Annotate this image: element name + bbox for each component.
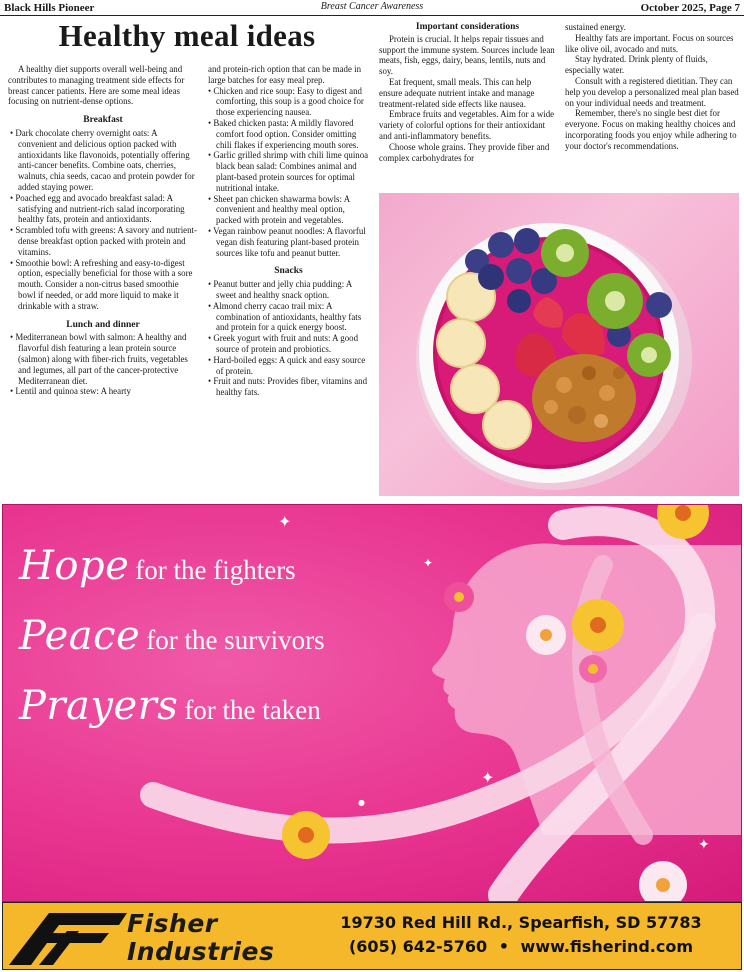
fisher-industries-logo — [9, 909, 299, 967]
list-item: • Hard-boiled eggs: A quick and easy source of protein. — [206, 355, 371, 377]
list-item: • Dark chocolate cherry overnight oats: A convenient and delicious option packed with antioxidants like flavonoids, potentially offering anti-cancer benefits. Combine oats, cherries, walnuts, chia seeds, cacao and protein powder for added staying power. — [8, 128, 198, 193]
smoothie-bowl-illustration — [379, 193, 739, 496]
list-item: • Lentil and quinoa stew: A hearty — [8, 386, 198, 397]
svg-text:●: ● — [358, 798, 365, 807]
column-1 — [8, 64, 198, 397]
paragraph: Consult with a registered dietitian. They can help you develop a personalized meal plan based on your individual needs and treatment. — [565, 75, 739, 108]
sponsor-phone: (605) 642-5760 — [348, 937, 488, 956]
smoothie-bowl-photo — [379, 193, 739, 496]
list-item: • Greek yogurt with fruit and nuts: A good source of protein and probiotics. — [206, 333, 371, 355]
date-page: October 2025, Page 7 — [640, 2, 740, 14]
slogan-text: for the survivors — [146, 625, 325, 655]
separator-dot: • — [498, 937, 509, 956]
slogan-text: for the taken — [184, 695, 321, 725]
list-item: • Scrambled tofu with greens: A savory and nutrient-dense breakfast option packed with protein and vitamins. — [8, 225, 198, 257]
sponsor-contact — [303, 937, 739, 956]
slogan-line-1 — [19, 543, 296, 589]
svg-text:✦: ✦ — [698, 837, 710, 853]
paragraph: Healthy fats are important. Focus on sources like olive oil, avocado and nuts. — [565, 32, 734, 54]
sponsor-website[interactable]: www.fisherind.com — [520, 937, 694, 956]
svg-text:✦: ✦ — [423, 556, 434, 570]
slogan-line-3 — [19, 683, 321, 729]
flower-icon — [572, 599, 624, 651]
list-item: • Mediterranean bowl with salmon: A healthy and flavorful dish featuring a lean protein source (salmon) along with fiber-rich fruits, vegetables and legumes, all part of the cancer-protective Mediterranean diet. — [8, 332, 198, 386]
slogan-text: for the fighters — [135, 555, 296, 585]
column-4 — [565, 22, 739, 152]
considerations-heading: Important considerations — [415, 22, 520, 32]
breakfast-heading: Breakfast — [83, 115, 123, 126]
paragraph: Embrace fruits and vegetables. Aim for a wide variety of colorful options for their antioxidant and anti-inflammatory benefits. — [379, 109, 555, 141]
list-item: • Chicken and rice soup: Easy to digest and comforting, this soup is a good choice for those experiencing nausea. — [206, 86, 371, 118]
awareness-ad — [2, 504, 742, 902]
slogan-script-hope: Hope — [19, 543, 130, 589]
svg-text:✦: ✦ — [481, 768, 495, 787]
svg-text:✦: ✦ — [278, 512, 292, 531]
sponsor-name-line-2: Industries — [127, 937, 275, 966]
column-3 — [379, 22, 556, 163]
sponsor-name-line-1: Fisher — [127, 909, 218, 938]
lunch-heading: Lunch and dinner — [66, 319, 140, 330]
paragraph: Stay hydrated. Drink plenty of fluids, especially water. — [565, 54, 708, 76]
breakfast-list — [8, 128, 198, 312]
paragraph: Choose whole grains. They provide fiber and complex carbohydrates for — [379, 141, 550, 163]
list-item: • Baked chicken pasta: A mildly flavored comfort food option. Consider omitting chili flakes if experiencing mouth sores. — [206, 118, 371, 150]
continued-text: sustained energy. — [565, 22, 626, 32]
paragraph: Protein is crucial. It helps repair tissues and support the immune system. Sources include lean meats, fish, eggs, dairy, beans, lentils, nuts and soy. — [379, 33, 555, 77]
paper-name: Black Hills Pioneer — [4, 2, 95, 14]
list-item: • Peanut butter and jelly chia pudding: A sweet and healthy snack option. — [206, 279, 371, 301]
fisher-logo-icon — [9, 909, 129, 967]
continued-text: and protein-rich option that can be made in large batches for easy meal prep. — [208, 64, 362, 85]
list-item: • Sheet pan chicken shawarma bowls: A convenient and healthy meal option, packed with protein and vegetables. — [206, 194, 371, 226]
column-2 — [206, 64, 371, 398]
list-item: • Poached egg and avocado breakfast salad: A satisfying and nutrient-rich salad incorporating healthy fats, protein and antioxidants. — [8, 193, 198, 225]
list-item: • Garlic grilled shrimp with chili lime quinoa black bean salad: Combines animal and plant-based protein sources for optimal nutritional intake. — [206, 150, 371, 193]
snacks-list — [206, 279, 371, 398]
slogan-script-prayers: Prayers — [19, 683, 179, 729]
sponsor-address: 19730 Red Hill Rd., Spearfish, SD 57783 — [340, 913, 702, 932]
list-item: • Fruit and nuts: Provides fiber, vitamins and healthy fats. — [206, 376, 371, 398]
slogan-script-peace: Peace — [19, 613, 141, 659]
list-item: • Vegan rainbow peanut noodles: A flavorful vegan dish featuring plant-based protein sources like tofu and peanut butter. — [206, 226, 371, 258]
section-name: Breast Cancer Awareness — [320, 1, 424, 12]
list-item: • Almond cherry cacao trail mix: A combination of antioxidants, healthy fats and protein for a quick energy boost. — [206, 301, 371, 333]
sponsor-footer — [2, 902, 742, 970]
list-item: • Smoothie bowl: A refreshing and easy-to-digest option, especially beneficial for those with a sore mouth. Consider a non-citrus based smoothie bowl if needed, or add more liquid to make it drinkable with a straw. — [8, 258, 198, 312]
paragraph: Eat frequent, small meals. This can help ensure adequate nutrient intake and manage treatment-related side effects like nausea. — [379, 76, 535, 109]
lunch-list — [8, 332, 198, 397]
slogan-line-2 — [19, 613, 325, 659]
snacks-heading: Snacks — [274, 266, 303, 277]
intro-paragraph: A healthy diet supports overall well-being and contributes to managing treatment side effects for breast cancer patients. Here are some meal ideas focusing on nutrient-dense options. — [8, 64, 185, 107]
lunch-list-continued — [206, 86, 371, 259]
paragraph: Remember, there's no single best diet for everyone. Focus on making healthy choices and incorporating foods you enjoy while adhering to your doctor's recommendations. — [565, 108, 737, 151]
page-header — [0, 0, 744, 16]
article-title: Healthy meal ideas — [58, 18, 316, 53]
